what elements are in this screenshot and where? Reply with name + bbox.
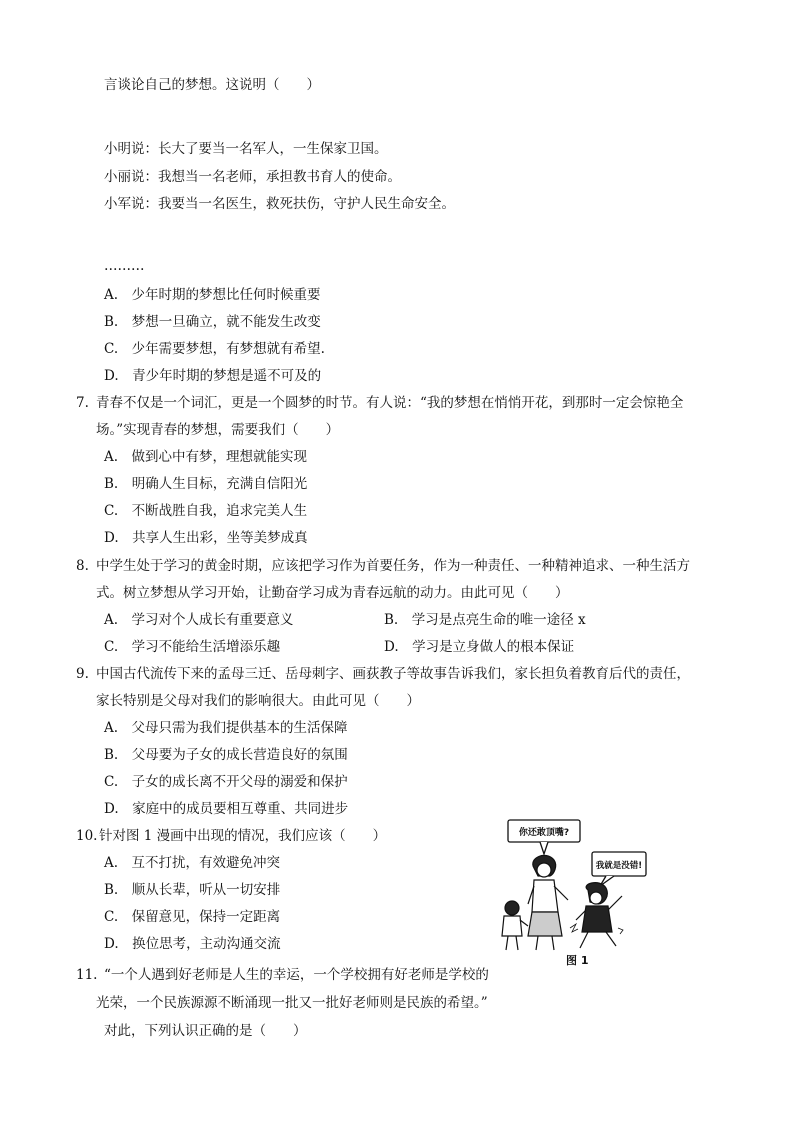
quote-xiaoli: 小丽说：我想当一名老师，承担教书育人的使命。 bbox=[104, 169, 401, 185]
option-b: B. 梦想一旦确立，就不能发生改变 bbox=[104, 314, 321, 330]
question-number: 9. bbox=[76, 666, 89, 682]
intro-line: 言谈论自己的梦想。这说明（ ） bbox=[104, 77, 320, 93]
option-a: A. 做到心中有梦，理想就能实现 bbox=[104, 449, 308, 465]
option-c: C. 子女的成长离不开父母的溺爱和保护 bbox=[104, 774, 348, 790]
option-c: C. 保留意见，保持一定距离 bbox=[104, 909, 281, 925]
figure-label: 图 1 bbox=[566, 954, 589, 967]
question-text: 光荣，一个民族源源不断涌现一批又一批好老师则是民族的希望。” bbox=[96, 995, 488, 1011]
bubble-1-text: 你还敢顶嘴? bbox=[518, 828, 570, 838]
question-text: 家长特别是父母对我们的影响很大。由此可见（ ） bbox=[96, 693, 420, 709]
option-a: A. 互不打扰，有效避免冲突 bbox=[104, 855, 281, 871]
option-a: A. 父母只需为我们提供基本的生活保障 bbox=[104, 720, 348, 736]
question-number: 7. bbox=[76, 395, 89, 411]
option-b: B. 顺从长辈，听从一切安排 bbox=[104, 882, 281, 898]
option-b: B. 明确人生目标，充满自信阳光 bbox=[104, 476, 308, 492]
option-d: D. 家庭中的成员要相互尊重、共同进步 bbox=[104, 801, 349, 817]
question-number: 11. bbox=[76, 967, 98, 983]
option-c: C. 不断战胜自我，追求完美人生 bbox=[104, 503, 308, 519]
father-figure bbox=[502, 901, 528, 950]
option-c: C. 少年需要梦想，有梦想就有希望. bbox=[104, 341, 325, 357]
quote-xiaojun: 小军说：我要当一名医生，救死扶伤，守护人民生命安全。 bbox=[104, 196, 455, 212]
bubble-2-text: 我就是没错! bbox=[595, 861, 643, 871]
option-b: B. 学习是点亮生命的唯一途径 x bbox=[384, 612, 586, 628]
question-text: 针对图 1 漫画中出现的情况，我们应该（ ） bbox=[99, 828, 387, 844]
question-text: 中国古代流传下来的孟母三迁、岳母刺字、画荻教子等故事告诉我们，家长担负着教育后代的责任， bbox=[96, 666, 690, 682]
option-d: D. 共享人生出彩，坐等美梦成真 bbox=[104, 530, 308, 546]
question-text: 对此，下列认识正确的是（ ） bbox=[104, 1023, 307, 1039]
ellipsis: ……… bbox=[104, 258, 145, 274]
question-text: 式。树立梦想从学习开始，让勤奋学习成为青春远航的动力。由此可见（ ） bbox=[96, 585, 569, 601]
quote-xiaoming: 小明说：长大了要当一名军人，一生保家卫国。 bbox=[104, 141, 388, 157]
mother-figure bbox=[528, 855, 568, 950]
option-d: D. 换位思考，主动沟通交流 bbox=[104, 936, 281, 952]
question-text: 场。”实现青春的梦想，需要我们（ ） bbox=[96, 422, 340, 438]
question-text: “一个人遇到好老师是人生的幸运，一个学校拥有好老师是学校的 bbox=[104, 967, 489, 983]
child-figure bbox=[576, 883, 622, 948]
cartoon-figure bbox=[488, 808, 648, 968]
option-d: D. 青少年时期的梦想是遥不可及的 bbox=[104, 368, 322, 384]
speech-bubble-1-tail bbox=[540, 842, 548, 854]
option-a: A. 少年时期的梦想比任何时候重要 bbox=[104, 287, 321, 303]
option-d: D. 学习是立身做人的根本保证 bbox=[384, 639, 575, 655]
option-a: A. 学习对个人成长有重要意义 bbox=[104, 612, 294, 628]
option-c: C. 学习不能给生活增添乐趣 bbox=[104, 639, 281, 655]
question-number: 10. bbox=[76, 828, 98, 844]
option-b: B. 父母要为子女的成长营造良好的氛围 bbox=[104, 747, 348, 763]
question-text: 中学生处于学习的黄金时期，应该把学习作为首要任务，作为一种责任、一种精神追求、一种生活方 bbox=[96, 558, 690, 574]
question-text: 青春不仅是一个词汇，更是一个圆梦的时节。有人说：“我的梦想在悄悄开花，到那时一定会惊艳全 bbox=[96, 395, 684, 411]
question-number: 8. bbox=[76, 558, 89, 574]
